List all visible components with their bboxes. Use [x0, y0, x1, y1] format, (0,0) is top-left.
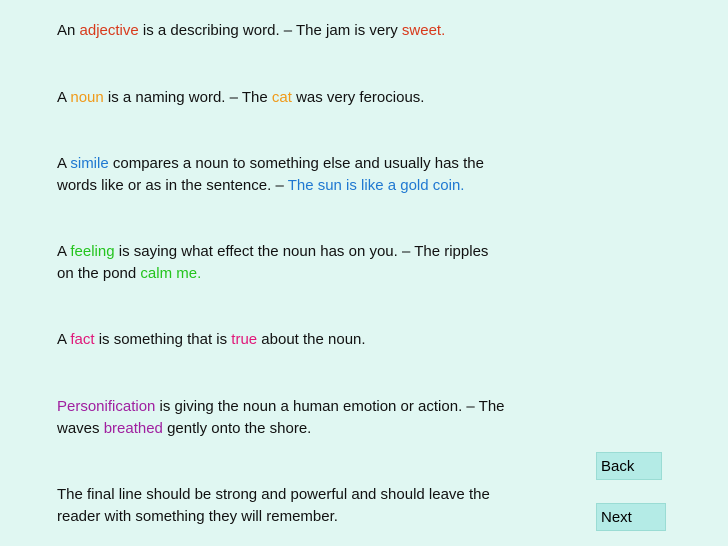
term-noun: noun: [70, 89, 104, 106]
text: is a describing word. – The jam is very: [138, 22, 402, 39]
text: about the noun.: [257, 331, 366, 348]
text: A: [57, 243, 71, 260]
example-noun: cat: [271, 89, 292, 106]
feeling-definition: [57, 241, 488, 285]
term-simile: simile: [70, 155, 109, 172]
example-personification: breathed: [103, 420, 163, 437]
example-adjective: sweet.: [401, 22, 446, 39]
adjective-definition: [57, 20, 445, 42]
simile-definition: [57, 153, 484, 197]
text: A: [57, 89, 71, 106]
next-button[interactable]: Next: [596, 503, 666, 531]
text: gently onto the shore.: [162, 420, 312, 437]
text: is saying what effect the noun has on you. – The ripples: [114, 243, 489, 260]
example-simile: The sun is like a gold coin.: [287, 177, 465, 194]
back-button[interactable]: Back: [596, 452, 662, 480]
text: A: [57, 331, 71, 348]
text: is something that is: [94, 331, 232, 348]
term-fact: fact: [70, 331, 95, 348]
text: waves: [57, 420, 104, 437]
term-adjective: adjective: [79, 22, 139, 39]
text: words like or as in the sentence. –: [57, 177, 288, 194]
text: on the pond: [57, 265, 141, 282]
term-personification: Personification: [57, 398, 156, 415]
fact-definition: [57, 329, 366, 351]
final-line-guidance: [57, 484, 490, 528]
text: is giving the noun a human emotion or action. – The: [155, 398, 505, 415]
text: reader with something they will remember.: [57, 508, 338, 525]
text: was very ferocious.: [291, 89, 425, 106]
text: is a naming word. – The: [103, 89, 272, 106]
noun-definition: [57, 87, 424, 109]
text: A: [57, 155, 71, 172]
personification-definition: [57, 396, 505, 440]
term-feeling: feeling: [70, 243, 115, 260]
example-fact: true: [231, 331, 258, 348]
text: The final line should be strong and powerful and should leave the: [57, 486, 490, 503]
text: compares a noun to something else and usually has the: [108, 155, 484, 172]
text: An: [57, 22, 80, 39]
example-feeling: calm me.: [140, 265, 202, 282]
